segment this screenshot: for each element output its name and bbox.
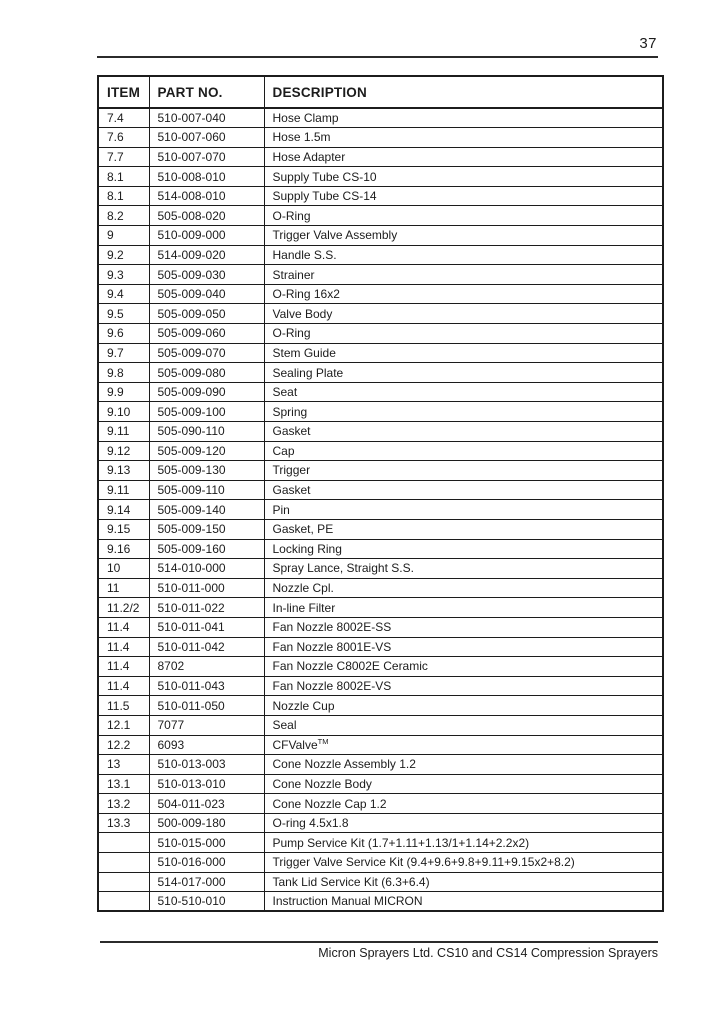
description-cell: Trigger Valve Service Kit (9.4+9.6+9.8+9.11+9.15x2+8.2) — [264, 853, 663, 873]
table-row — [98, 108, 663, 128]
table-row — [98, 637, 663, 657]
table-row — [98, 853, 663, 873]
item-cell: 9.8 — [98, 363, 149, 383]
table-row — [98, 402, 663, 422]
description-cell: Fan Nozzle 8001E-VS — [264, 637, 663, 657]
item-cell: 8.1 — [98, 186, 149, 206]
item-cell: 9.4 — [98, 284, 149, 304]
part-no-cell: 510-009-000 — [149, 226, 264, 246]
table-row — [98, 813, 663, 833]
table-row — [98, 794, 663, 814]
table-row — [98, 598, 663, 618]
item-cell — [98, 892, 149, 912]
item-cell: 11.4 — [98, 657, 149, 677]
header-rule — [97, 56, 658, 58]
part-no-cell: 505-009-120 — [149, 441, 264, 461]
item-cell — [98, 872, 149, 892]
part-no-cell: 505-009-100 — [149, 402, 264, 422]
part-no-cell: 510-013-010 — [149, 774, 264, 794]
part-no-cell: 510-011-022 — [149, 598, 264, 618]
table-row — [98, 186, 663, 206]
description-cell: Valve Body — [264, 304, 663, 324]
part-no-cell: 7077 — [149, 715, 264, 735]
description-cell: Gasket, PE — [264, 519, 663, 539]
table-row — [98, 304, 663, 324]
table-row — [98, 559, 663, 579]
part-no-cell: 8702 — [149, 657, 264, 677]
table-row — [98, 461, 663, 481]
part-no-cell: 505-009-090 — [149, 382, 264, 402]
description-cell: Trigger — [264, 461, 663, 481]
table-row — [98, 892, 663, 912]
description-cell: Hose Clamp — [264, 108, 663, 128]
part-no-cell: 505-009-040 — [149, 284, 264, 304]
item-cell: 13.3 — [98, 813, 149, 833]
description-cell: Hose Adapter — [264, 147, 663, 167]
page-number: 37 — [639, 35, 657, 52]
part-no-cell: 510-016-000 — [149, 853, 264, 873]
table-row — [98, 422, 663, 442]
part-no-cell: 510-011-042 — [149, 637, 264, 657]
table-row — [98, 480, 663, 500]
description-cell: Tank Lid Service Kit (6.3+6.4) — [264, 872, 663, 892]
part-no-cell: 505-009-160 — [149, 539, 264, 559]
item-cell: 11.5 — [98, 696, 149, 716]
description-cell: CFValve™ — [264, 735, 663, 755]
item-cell: 9.9 — [98, 382, 149, 402]
item-cell: 9 — [98, 226, 149, 246]
part-no-cell: 505-009-060 — [149, 324, 264, 344]
item-cell: 9.5 — [98, 304, 149, 324]
item-cell: 13.1 — [98, 774, 149, 794]
table-row — [98, 696, 663, 716]
part-no-cell: 510-007-040 — [149, 108, 264, 128]
item-cell: 11.2/2 — [98, 598, 149, 618]
description-cell: Handle S.S. — [264, 245, 663, 265]
item-cell: 11.4 — [98, 637, 149, 657]
table-row — [98, 206, 663, 226]
description-cell: Gasket — [264, 422, 663, 442]
table-row — [98, 226, 663, 246]
part-no-cell: 504-011-023 — [149, 794, 264, 814]
table-row — [98, 147, 663, 167]
description-cell: Supply Tube CS-14 — [264, 186, 663, 206]
item-cell: 12.1 — [98, 715, 149, 735]
table-row — [98, 774, 663, 794]
table-row — [98, 833, 663, 853]
item-cell: 11.4 — [98, 617, 149, 637]
table-row — [98, 167, 663, 187]
item-cell: 13 — [98, 755, 149, 775]
item-cell — [98, 833, 149, 853]
part-no-cell: 510-011-043 — [149, 676, 264, 696]
column-header-item: ITEM — [98, 76, 149, 108]
description-cell: O-Ring 16x2 — [264, 284, 663, 304]
table-row — [98, 363, 663, 383]
table-row — [98, 715, 663, 735]
description-cell: Supply Tube CS-10 — [264, 167, 663, 187]
item-cell: 13.2 — [98, 794, 149, 814]
part-no-cell: 505-090-110 — [149, 422, 264, 442]
description-cell: Nozzle Cpl. — [264, 578, 663, 598]
description-cell: Fan Nozzle 8002E-VS — [264, 676, 663, 696]
part-no-cell: 505-009-140 — [149, 500, 264, 520]
table-row — [98, 735, 663, 755]
item-cell: 8.2 — [98, 206, 149, 226]
description-cell: Strainer — [264, 265, 663, 285]
part-no-cell: 505-009-070 — [149, 343, 264, 363]
table-row — [98, 755, 663, 775]
item-cell — [98, 853, 149, 873]
part-no-cell: 500-009-180 — [149, 813, 264, 833]
description-cell: Stem Guide — [264, 343, 663, 363]
part-no-cell: 510-011-041 — [149, 617, 264, 637]
part-no-cell: 505-008-020 — [149, 206, 264, 226]
description-cell: O-ring 4.5x1.8 — [264, 813, 663, 833]
description-cell: Trigger Valve Assembly — [264, 226, 663, 246]
table-row — [98, 578, 663, 598]
description-cell: Hose 1.5m — [264, 128, 663, 148]
item-cell: 9.11 — [98, 480, 149, 500]
table-row — [98, 284, 663, 304]
part-no-cell: 505-009-030 — [149, 265, 264, 285]
item-cell: 9.12 — [98, 441, 149, 461]
column-header-description: DESCRIPTION — [264, 76, 663, 108]
item-cell: 10 — [98, 559, 149, 579]
item-cell: 8.1 — [98, 167, 149, 187]
part-no-cell: 510-008-010 — [149, 167, 264, 187]
description-cell: Cone Nozzle Assembly 1.2 — [264, 755, 663, 775]
table-row — [98, 324, 663, 344]
item-cell: 9.11 — [98, 422, 149, 442]
table-row — [98, 382, 663, 402]
table-row — [98, 128, 663, 148]
description-cell: Nozzle Cup — [264, 696, 663, 716]
part-no-cell: 505-009-050 — [149, 304, 264, 324]
description-cell: Fan Nozzle 8002E-SS — [264, 617, 663, 637]
item-cell: 7.7 — [98, 147, 149, 167]
table-row — [98, 539, 663, 559]
part-no-cell: 510-510-010 — [149, 892, 264, 912]
footer-rule — [100, 941, 658, 943]
part-no-cell: 505-009-150 — [149, 519, 264, 539]
description-cell: Pin — [264, 500, 663, 520]
table-row — [98, 872, 663, 892]
part-no-cell: 514-008-010 — [149, 186, 264, 206]
description-cell: Seal — [264, 715, 663, 735]
table-row — [98, 343, 663, 363]
part-no-cell: 510-007-060 — [149, 128, 264, 148]
item-cell: 11 — [98, 578, 149, 598]
item-cell: 7.4 — [98, 108, 149, 128]
trademark-superscript: TM — [317, 736, 329, 746]
description-cell: Locking Ring — [264, 539, 663, 559]
item-cell: 9.7 — [98, 343, 149, 363]
description-cell: Gasket — [264, 480, 663, 500]
table-row — [98, 441, 663, 461]
part-no-cell: 510-011-000 — [149, 578, 264, 598]
column-header-part-no: PART NO. — [149, 76, 264, 108]
part-no-cell: 510-011-050 — [149, 696, 264, 716]
part-no-cell: 514-009-020 — [149, 245, 264, 265]
description-cell: O-Ring — [264, 206, 663, 226]
parts-table — [97, 75, 664, 912]
item-cell: 9.3 — [98, 265, 149, 285]
part-no-cell: 505-009-110 — [149, 480, 264, 500]
item-cell: 9.13 — [98, 461, 149, 481]
description-cell: Cone Nozzle Body — [264, 774, 663, 794]
part-no-cell: 514-010-000 — [149, 559, 264, 579]
description-cell: In-line Filter — [264, 598, 663, 618]
item-cell: 9.10 — [98, 402, 149, 422]
part-no-cell: 510-015-000 — [149, 833, 264, 853]
description-cell: Instruction Manual MICRON — [264, 892, 663, 912]
item-cell: 9.14 — [98, 500, 149, 520]
description-cell: Cone Nozzle Cap 1.2 — [264, 794, 663, 814]
description-cell: Pump Service Kit (1.7+1.11+1.13/1+1.14+2.2x2) — [264, 833, 663, 853]
description-cell: Spray Lance, Straight S.S. — [264, 559, 663, 579]
table-row — [98, 617, 663, 637]
description-cell: O-Ring — [264, 324, 663, 344]
part-no-cell: 6093 — [149, 735, 264, 755]
table-row — [98, 500, 663, 520]
part-no-cell: 514-017-000 — [149, 872, 264, 892]
footer-text: Micron Sprayers Ltd. CS10 and CS14 Compression Sprayers — [318, 946, 658, 960]
table-row — [98, 245, 663, 265]
table-row — [98, 676, 663, 696]
table-row — [98, 519, 663, 539]
part-no-cell: 505-009-130 — [149, 461, 264, 481]
table-row — [98, 657, 663, 677]
description-cell: Fan Nozzle C8002E Ceramic — [264, 657, 663, 677]
item-cell: 9.15 — [98, 519, 149, 539]
table-row — [98, 265, 663, 285]
table-header-row — [98, 76, 663, 108]
item-cell: 9.6 — [98, 324, 149, 344]
description-cell: Sealing Plate — [264, 363, 663, 383]
item-cell: 7.6 — [98, 128, 149, 148]
description-cell: Cap — [264, 441, 663, 461]
part-no-cell: 510-013-003 — [149, 755, 264, 775]
item-cell: 9.16 — [98, 539, 149, 559]
part-no-cell: 505-009-080 — [149, 363, 264, 383]
description-cell: Spring — [264, 402, 663, 422]
description-cell: Seat — [264, 382, 663, 402]
part-no-cell: 510-007-070 — [149, 147, 264, 167]
parts-table-body — [98, 108, 663, 911]
item-cell: 9.2 — [98, 245, 149, 265]
item-cell: 11.4 — [98, 676, 149, 696]
item-cell: 12.2 — [98, 735, 149, 755]
